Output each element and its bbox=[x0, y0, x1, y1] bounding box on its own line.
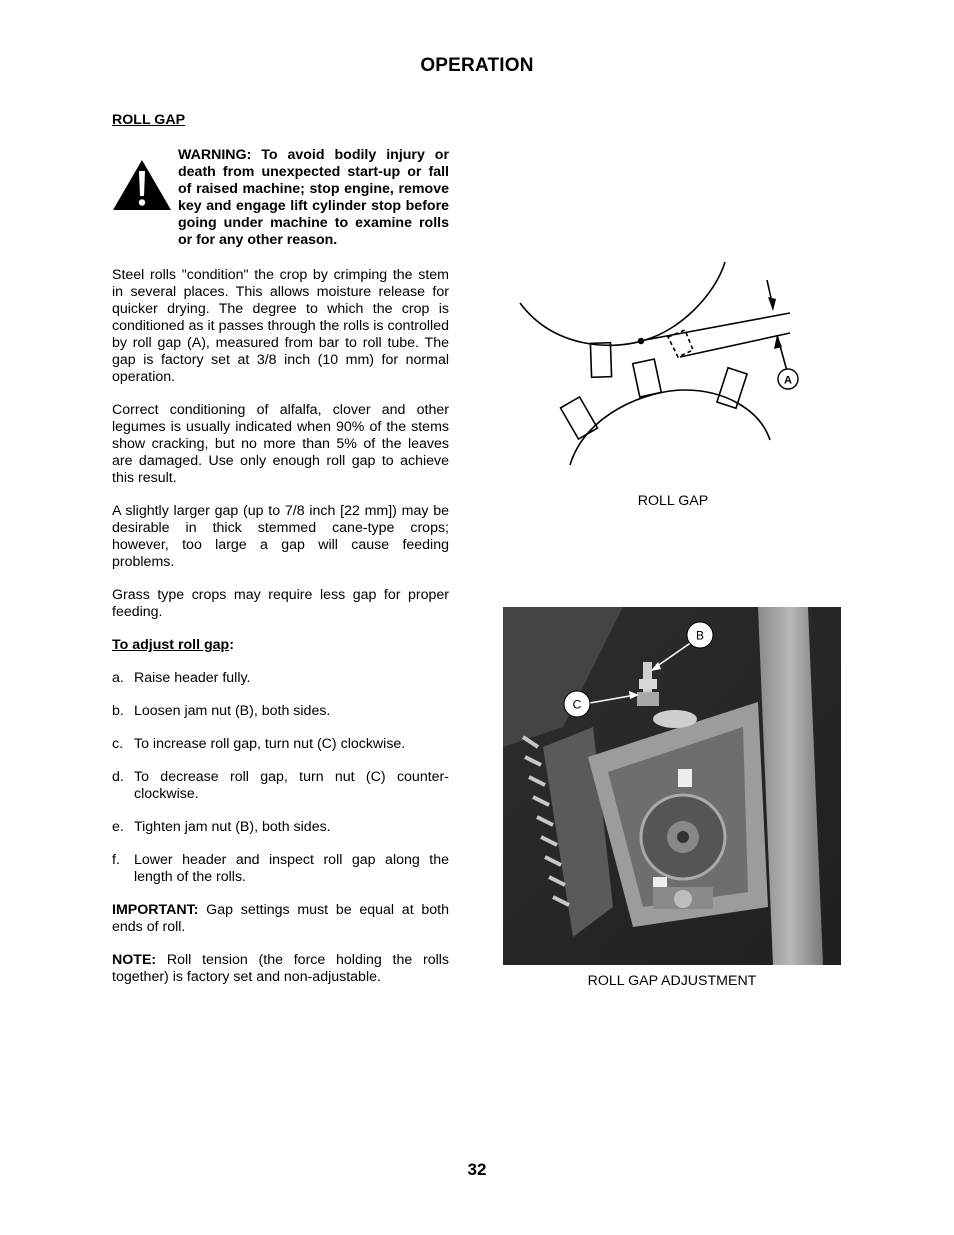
callout-b: B bbox=[695, 628, 705, 643]
figure-caption-roll-gap-adjustment: ROLL GAP ADJUSTMENT bbox=[587, 973, 757, 989]
step-text: To increase roll gap, turn nut (C) clockwise. bbox=[134, 736, 406, 752]
section-heading: ROLL GAP bbox=[112, 112, 186, 128]
important-text: Gap settings must be equal at both ends of roll. bbox=[112, 902, 449, 935]
warning-box bbox=[112, 147, 449, 249]
photo-illustration bbox=[503, 607, 841, 965]
upper-roll bbox=[520, 262, 725, 345]
roll-lug bbox=[560, 397, 597, 439]
step-text: Tighten jam nut (B), both sides. bbox=[134, 819, 331, 835]
text-column bbox=[112, 112, 449, 1002]
step-text: Lower header and inspect roll gap along the length of the rolls. bbox=[134, 852, 449, 885]
step-letter: b. bbox=[112, 703, 124, 719]
paragraph-larger-gap: A slightly larger gap (up to 7/8 inch [22 mm]) may be desirable in thick stemmed cane-type crops; however, too large a gap will cause feeding problems. bbox=[112, 503, 449, 570]
step-item bbox=[112, 736, 449, 753]
paragraph-conditioning: Steel rolls "condition" the crop by crimping the stem in several places. This allows moisture release for quicker drying. The degree to which the crop is conditioned as it passes through the rolls is controlled by roll gap (A), measured from bar to roll tube. The gap is factory set at 3/8 inch (10 mm) for normal operation. bbox=[112, 267, 449, 385]
step-item bbox=[112, 670, 449, 687]
roll-gap-adjustment-photo bbox=[503, 607, 841, 965]
step-letter: d. bbox=[112, 769, 124, 785]
step-letter: f. bbox=[112, 852, 120, 868]
figure-caption-roll-gap: ROLL GAP bbox=[637, 493, 709, 509]
measure-point bbox=[638, 338, 644, 344]
gap-bar-line bbox=[645, 313, 790, 340]
roll-lug bbox=[717, 368, 747, 408]
note bbox=[112, 952, 449, 986]
arrow-head bbox=[768, 297, 776, 311]
step-item bbox=[112, 769, 449, 803]
adjust-heading-text: To adjust roll gap bbox=[112, 637, 230, 653]
note-text: Roll tension (the force holding the rolls together) is factory set and non-adjustable. bbox=[112, 952, 449, 985]
lower-roll bbox=[570, 390, 770, 465]
step-item bbox=[112, 819, 449, 836]
roll-gap-diagram bbox=[505, 255, 805, 480]
step-letter: e. bbox=[112, 819, 124, 835]
important-label: IMPORTANT: bbox=[112, 902, 199, 918]
note-label: NOTE: bbox=[112, 952, 157, 968]
page-number: 32 bbox=[467, 1160, 487, 1179]
warning-text: WARNING: To avoid bodily injury or death from unexpected start-up or fall of raised machine; stop engine, remove key and engage lift cylinder stop before going under machine to examine rolls or for any other reason. bbox=[178, 147, 449, 248]
roll-lug bbox=[590, 343, 611, 378]
step-item bbox=[112, 703, 449, 720]
important-note bbox=[112, 902, 449, 936]
paragraph-grass: Grass type crops may require less gap for proper feeding. bbox=[112, 587, 449, 620]
adjust-heading-colon: : bbox=[229, 637, 234, 653]
step-item bbox=[112, 852, 449, 886]
step-text: To decrease roll gap, turn nut (C) counter-clockwise. bbox=[134, 769, 449, 802]
roll-lug bbox=[633, 359, 662, 397]
step-text: Loosen jam nut (B), both sides. bbox=[134, 703, 331, 719]
page-title: OPERATION bbox=[420, 55, 534, 76]
adjust-heading bbox=[112, 637, 449, 654]
step-letter: c. bbox=[112, 736, 124, 752]
warning-exclamation-icon bbox=[112, 159, 172, 211]
paragraph-legumes: Correct conditioning of alfalfa, clover and other legumes is usually indicated when 90% of the stems show cracking, but no more than 5% of the leaves are damaged. Use only enough roll gap to achieve this result. bbox=[112, 402, 449, 486]
gap-bar-line bbox=[680, 333, 790, 357]
callout-a: A bbox=[784, 374, 792, 387]
step-letter: a. bbox=[112, 670, 124, 686]
step-text: Raise header fully. bbox=[134, 670, 251, 686]
callout-c: C bbox=[572, 697, 582, 712]
